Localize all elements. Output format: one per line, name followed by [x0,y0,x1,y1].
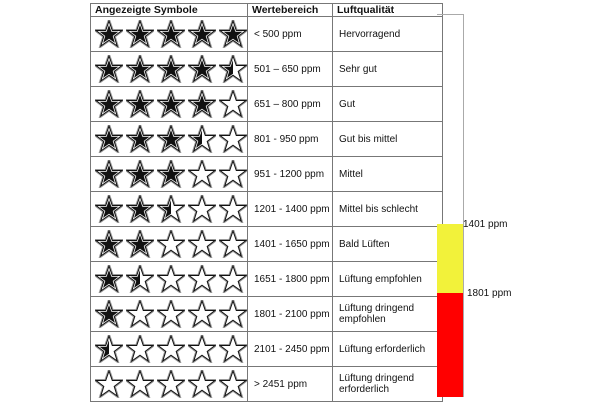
star-rating [95,300,247,328]
range-cell: 1401 - 1650 ppm [248,227,333,262]
table-row [91,52,443,87]
star-icon [219,370,247,398]
star-icon [126,300,154,328]
stars-cell [91,17,248,52]
stars-cell [91,227,248,262]
star-icon [219,335,247,363]
star-icon [157,195,185,223]
star-icon [95,125,123,153]
star-icon [219,125,247,153]
air-quality-table [90,3,443,402]
star-icon [219,160,247,188]
range-cell: 1651 - 1800 ppm [248,262,333,297]
star-rating [95,230,247,258]
star-icon [126,160,154,188]
star-icon [157,20,185,48]
stars-cell [91,367,248,402]
quality-cell: Gut [333,87,443,122]
star-icon [157,335,185,363]
star-rating [95,20,247,48]
star-icon [157,370,185,398]
star-icon [95,230,123,258]
quality-cell: Mittel [333,157,443,192]
range-cell: 651 – 800 ppm [248,87,333,122]
star-rating [95,55,247,83]
star-icon [95,335,123,363]
star-icon [157,90,185,118]
star-icon [219,230,247,258]
range-cell: > 2451 ppm [248,367,333,402]
star-icon [95,300,123,328]
star-icon [188,195,216,223]
range-cell: 951 - 1200 ppm [248,157,333,192]
star-icon [126,230,154,258]
table-row [91,227,443,262]
stars-cell [91,192,248,227]
star-icon [219,300,247,328]
star-icon [157,265,185,293]
red-zone [437,293,463,397]
star-icon [126,370,154,398]
star-icon [95,265,123,293]
star-icon [219,55,247,83]
star-icon [219,90,247,118]
stars-cell [91,262,248,297]
star-icon [126,125,154,153]
star-rating [95,160,247,188]
stars-cell [91,87,248,122]
quality-cell: Gut bis mittel [333,122,443,157]
range-cell: 1801 - 2100 ppm [248,297,333,332]
star-icon [188,125,216,153]
star-icon [157,230,185,258]
star-rating [95,335,247,363]
label-1801: 1801 ppm [467,288,512,299]
star-icon [126,195,154,223]
star-icon [219,195,247,223]
star-icon [157,55,185,83]
range-cell: 501 – 650 ppm [248,52,333,87]
quality-cell: Sehr gut [333,52,443,87]
star-icon [219,20,247,48]
star-icon [157,125,185,153]
star-icon [157,300,185,328]
quality-cell: Hervorragend [333,17,443,52]
star-icon [188,160,216,188]
star-rating [95,195,247,223]
star-icon [126,90,154,118]
range-cell: < 500 ppm [248,17,333,52]
star-icon [95,90,123,118]
star-icon [188,90,216,118]
table-row [91,87,443,122]
range-cell: 2101 - 2450 ppm [248,332,333,367]
star-icon [126,265,154,293]
stars-cell [91,297,248,332]
star-icon [95,160,123,188]
table-row [91,122,443,157]
table-row [91,332,443,367]
star-icon [188,300,216,328]
table-row [91,157,443,192]
star-rating [95,125,247,153]
star-icon [126,335,154,363]
table-row [91,17,443,52]
scale-bar [437,15,464,397]
star-rating [95,370,247,398]
star-icon [95,195,123,223]
quality-cell: Bald Lüften [333,227,443,262]
star-icon [95,370,123,398]
stars-cell [91,52,248,87]
header-symbols: Angezeigte Symbole [91,4,248,17]
stars-cell [91,157,248,192]
star-rating [95,90,247,118]
quality-cell: Mittel bis schlecht [333,192,443,227]
star-icon [126,55,154,83]
star-icon [95,20,123,48]
stars-cell [91,332,248,367]
table-row [91,367,443,402]
star-icon [157,160,185,188]
range-cell: 801 - 950 ppm [248,122,333,157]
star-icon [126,20,154,48]
star-icon [188,265,216,293]
table-row [91,192,443,227]
star-icon [188,335,216,363]
star-rating [95,265,247,293]
star-icon [188,370,216,398]
table-row [91,262,443,297]
label-1401: 1401 ppm [463,219,508,230]
table-row [91,297,443,332]
yellow-zone [437,224,463,293]
quality-cell: Lüftung erforderlich [333,332,443,367]
star-icon [188,230,216,258]
star-icon [219,265,247,293]
quality-cell: Lüftung empfohlen [333,262,443,297]
quality-cell: Lüftung dringend erforderlich [333,367,443,402]
star-icon [188,55,216,83]
stars-cell [91,122,248,157]
star-icon [95,55,123,83]
quality-cell: Lüftung dringend empfohlen [333,297,443,332]
header-range: Wertebereich [248,4,333,17]
star-icon [188,20,216,48]
header-quality: Luftqualität [333,4,443,17]
range-cell: 1201 - 1400 ppm [248,192,333,227]
